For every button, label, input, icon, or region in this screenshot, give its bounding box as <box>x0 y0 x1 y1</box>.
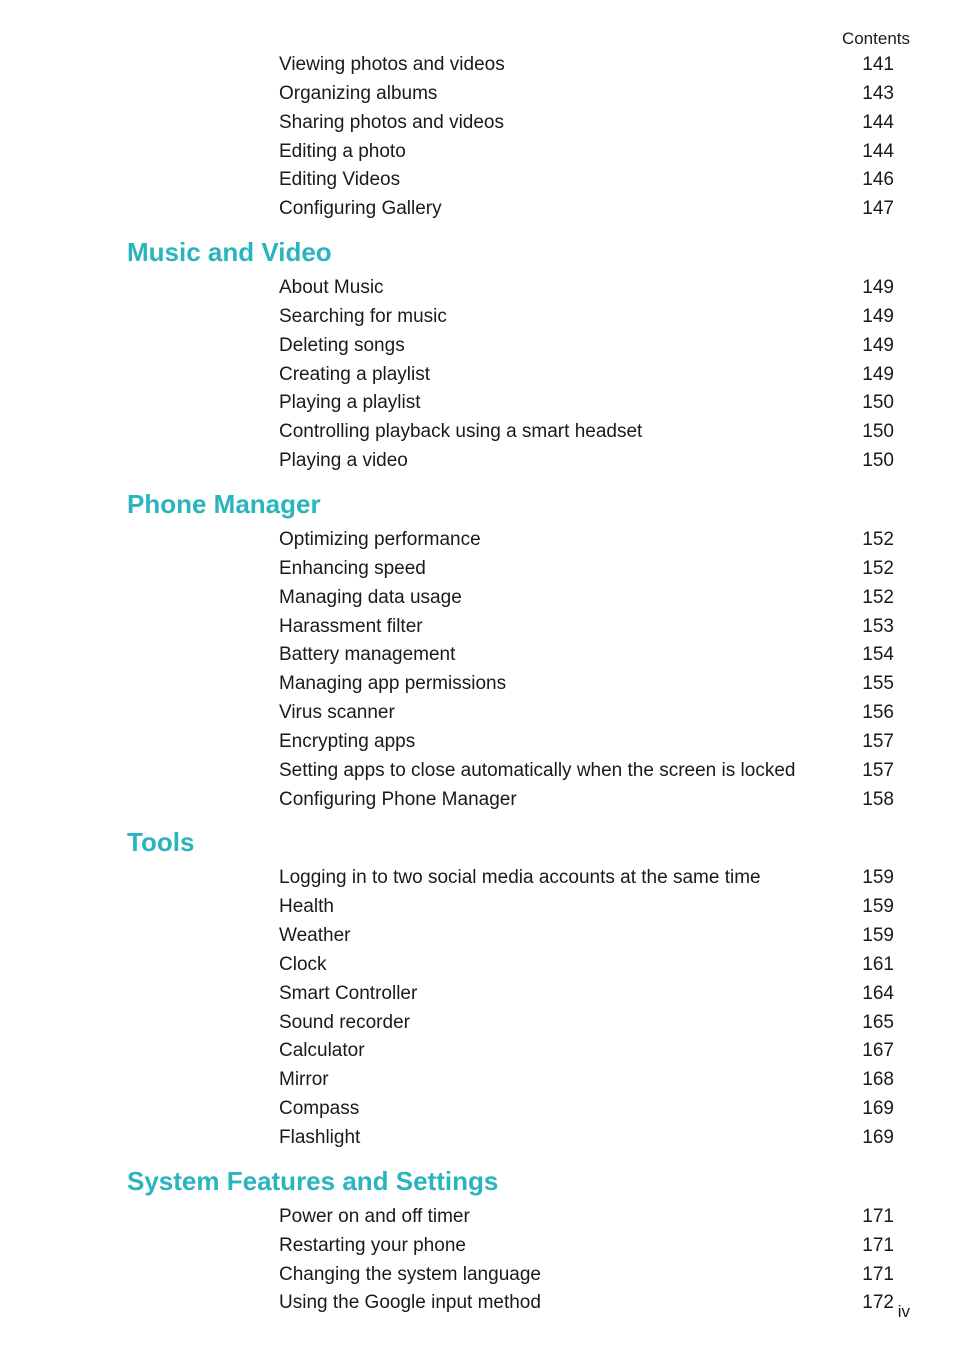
toc-entry[interactable] <box>0 1232 954 1261</box>
toc-entry[interactable] <box>0 332 954 361</box>
toc-entry-label: Editing Videos <box>279 169 401 191</box>
toc-entry-label: About Music <box>279 277 384 299</box>
toc-entry[interactable] <box>0 1066 954 1095</box>
toc-entry-label: Logging in to two social media accounts at the same time <box>279 867 761 889</box>
toc-entry-label: Managing app permissions <box>279 673 507 695</box>
toc-entry-page-number: 167 <box>862 1040 894 1062</box>
toc-entry-label: Power on and off timer <box>279 1205 470 1227</box>
toc-section <box>0 818 954 1152</box>
toc-entry[interactable] <box>0 670 954 699</box>
toc-entry-page-number: 149 <box>862 277 894 299</box>
table-of-contents <box>0 51 954 1318</box>
toc-entry[interactable] <box>0 728 954 757</box>
toc-entry-page-number: 161 <box>862 953 894 975</box>
toc-entry[interactable] <box>0 1203 954 1232</box>
toc-entry-page-number: 157 <box>862 730 894 752</box>
toc-entry-page-number: 150 <box>862 421 894 443</box>
toc-entry-label: Configuring Phone Manager <box>279 788 517 810</box>
toc-entry-page-number: 155 <box>862 673 894 695</box>
toc-entry[interactable] <box>0 303 954 332</box>
toc-entry[interactable] <box>0 893 954 922</box>
toc-entry[interactable] <box>0 980 954 1009</box>
toc-entry-label: Compass <box>279 1098 360 1120</box>
toc-entry[interactable] <box>0 1261 954 1290</box>
toc-entry-page-number: 158 <box>862 788 894 810</box>
toc-entry-page-number: 150 <box>862 450 894 472</box>
running-header: Contents <box>841 29 910 48</box>
toc-entry-label: Playing a video <box>279 450 408 472</box>
toc-entry[interactable] <box>0 389 954 418</box>
toc-entry-page-number: 172 <box>862 1292 894 1314</box>
toc-entry[interactable] <box>0 584 954 613</box>
toc-entry-page-number: 153 <box>862 615 894 637</box>
section-heading[interactable]: Music and Video <box>127 237 332 268</box>
toc-entry-page-number: 143 <box>862 82 894 104</box>
toc-entry[interactable] <box>0 51 954 80</box>
toc-entry[interactable] <box>0 526 954 555</box>
toc-entry-label: Health <box>279 896 334 918</box>
toc-entry[interactable] <box>0 447 954 476</box>
toc-entry-page-number: 144 <box>862 140 894 162</box>
toc-entry-page-number: 149 <box>862 334 894 356</box>
toc-entry-page-number: 149 <box>862 363 894 385</box>
toc-entry-label: Battery management <box>279 644 456 666</box>
toc-entry-page-number: 152 <box>862 586 894 608</box>
toc-entry-label: Flashlight <box>279 1127 361 1148</box>
toc-entry[interactable] <box>0 699 954 728</box>
toc-entry-label: Sound recorder <box>279 1011 410 1033</box>
toc-entry[interactable] <box>0 138 954 167</box>
toc-entry-label: Creating a playlist <box>279 363 431 385</box>
toc-entry-page-number: 168 <box>862 1069 894 1091</box>
toc-entry-page-number: 147 <box>862 198 894 220</box>
section-entries <box>0 864 954 1152</box>
toc-entry-label: Virus scanner <box>279 702 395 724</box>
toc-entry-page-number: 154 <box>862 644 894 666</box>
toc-entry-page-number: 150 <box>862 392 894 414</box>
toc-section <box>0 480 954 814</box>
toc-entry-page-number: 164 <box>862 982 894 1004</box>
toc-entry[interactable] <box>0 1289 954 1318</box>
toc-entry-label: Harassment filter <box>279 615 423 637</box>
toc-entry-label: Restarting your phone <box>279 1234 466 1256</box>
toc-entry-label: Smart Controller <box>279 982 418 1004</box>
toc-entry[interactable] <box>0 757 954 786</box>
toc-entry[interactable] <box>0 195 954 224</box>
toc-entry-page-number: 165 <box>862 1011 894 1033</box>
toc-entry[interactable] <box>0 641 954 670</box>
toc-entry-label: Managing data usage <box>279 586 462 608</box>
toc-entry-label: Encrypting apps <box>279 730 416 752</box>
toc-section <box>0 1157 954 1318</box>
continued-entries <box>0 51 954 224</box>
toc-entry[interactable] <box>0 166 954 195</box>
toc-entry[interactable] <box>0 951 954 980</box>
toc-entry-label: Changing the system language <box>279 1263 541 1285</box>
toc-entry-page-number: 171 <box>862 1263 894 1285</box>
toc-entry[interactable] <box>0 864 954 893</box>
toc-entry[interactable] <box>0 786 954 815</box>
section-heading[interactable]: System Features and Settings <box>127 1165 499 1196</box>
toc-entry[interactable] <box>0 1095 954 1124</box>
toc-entry-label: Viewing photos and videos <box>279 54 505 75</box>
toc-entry[interactable] <box>0 613 954 642</box>
toc-entry-label: Weather <box>279 925 351 947</box>
toc-entry-page-number: 169 <box>862 1127 894 1148</box>
toc-entry-label: Organizing albums <box>279 82 438 104</box>
toc-entry-page-number: 171 <box>862 1234 894 1256</box>
section-entries <box>0 274 954 476</box>
toc-entry-page-number: 156 <box>862 702 894 724</box>
toc-entry-page-number: 152 <box>862 528 894 550</box>
toc-entry[interactable] <box>0 1124 954 1153</box>
toc-entry-label: Using the Google input method <box>279 1292 541 1314</box>
toc-entry[interactable] <box>0 80 954 109</box>
toc-entry[interactable] <box>0 1009 954 1038</box>
toc-entry-page-number: 159 <box>862 925 894 947</box>
toc-entry-page-number: 159 <box>862 896 894 918</box>
toc-entry-label: Clock <box>279 953 327 975</box>
page-number: iv <box>897 1302 910 1321</box>
toc-entry[interactable] <box>0 418 954 447</box>
toc-entry-label: Controlling playback using a smart headset <box>279 421 643 443</box>
toc-entry[interactable] <box>0 274 954 303</box>
section-heading[interactable]: Tools <box>127 827 195 858</box>
toc-entry-label: Deleting songs <box>279 334 405 356</box>
toc-entry-label: Sharing photos and videos <box>279 111 504 133</box>
toc-entry-page-number: 169 <box>862 1098 894 1120</box>
toc-entry[interactable] <box>0 922 954 951</box>
toc-section <box>0 228 954 476</box>
toc-entry-label: Optimizing performance <box>279 528 481 550</box>
toc-entry-label: Enhancing speed <box>279 557 426 579</box>
section-entries <box>0 526 954 814</box>
toc-entry-page-number: 144 <box>862 111 894 133</box>
toc-entry-page-number: 159 <box>862 867 894 889</box>
section-entries <box>0 1203 954 1318</box>
toc-entry-label: Editing a photo <box>279 140 406 162</box>
toc-entry-page-number: 146 <box>862 169 894 191</box>
toc-entry-page-number: 149 <box>862 305 894 327</box>
toc-entry-label: Setting apps to close automatically when the screen is locked <box>279 759 796 781</box>
toc-entry-page-number: 157 <box>862 759 894 781</box>
toc-entry-label: Playing a playlist <box>279 392 421 414</box>
toc-entry-label: Searching for music <box>279 305 447 327</box>
toc-entry-label: Configuring Gallery <box>279 198 442 220</box>
toc-entry[interactable] <box>0 109 954 138</box>
section-heading[interactable]: Phone Manager <box>127 488 321 519</box>
toc-entry[interactable] <box>0 361 954 390</box>
toc-entry[interactable] <box>0 555 954 584</box>
toc-entry-page-number: 152 <box>862 557 894 579</box>
toc-entry[interactable] <box>0 1037 954 1066</box>
toc-entry-page-number: 141 <box>862 54 894 75</box>
toc-entry-label: Calculator <box>279 1040 365 1062</box>
toc-entry-label: Mirror <box>279 1069 329 1091</box>
toc-entry-page-number: 171 <box>862 1205 894 1227</box>
